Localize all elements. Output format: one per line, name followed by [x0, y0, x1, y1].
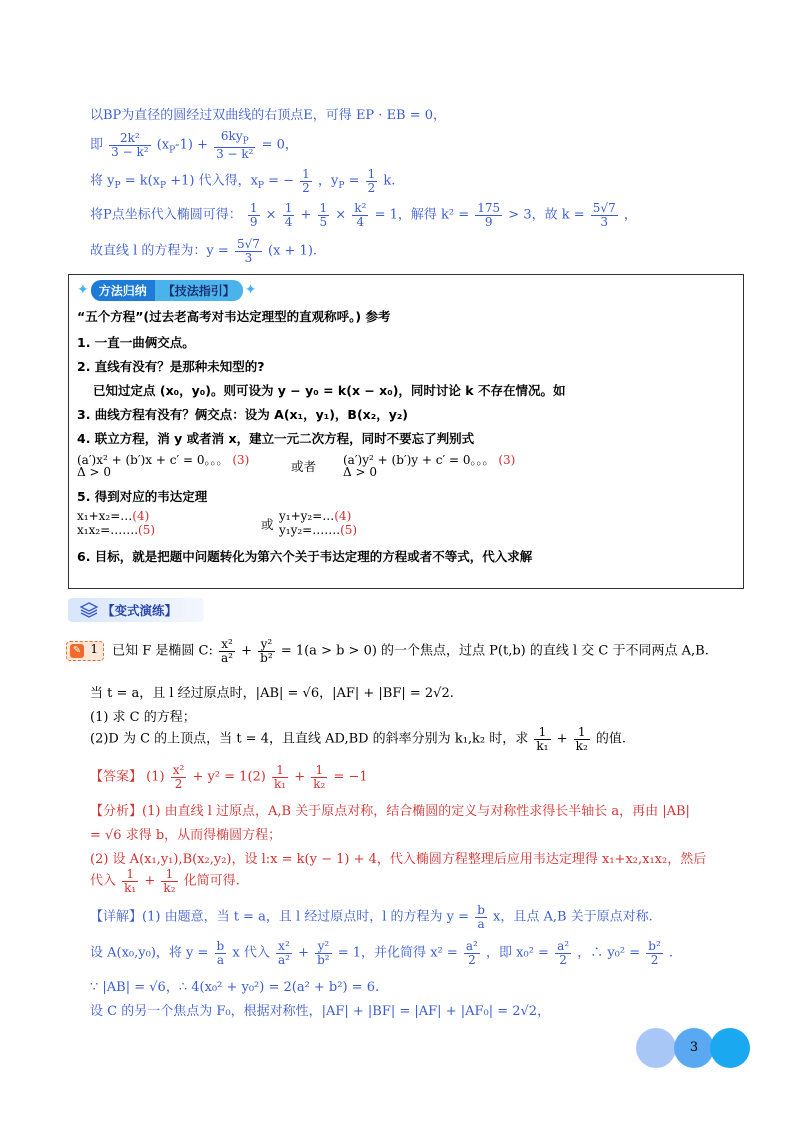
method-summary-box: [68, 274, 744, 589]
solution-line-5: [90, 238, 317, 264]
text: 设 A(x₀,y₀)，将 y =: [90, 945, 209, 961]
fraction: $\frac{1}{9}$: [249, 201, 258, 229]
text: (x + 1).: [268, 243, 318, 259]
problem-number: 1: [90, 642, 98, 657]
text: x₁x₂=…….: [77, 523, 139, 537]
vieta-x-sum: [77, 509, 149, 523]
detail-label: 【详解】: [90, 909, 143, 925]
problem-line-2: 当 t = a，且 l 经过原点时，|AB| = √6，|AF| + |BF| = 2√2.: [90, 686, 454, 701]
fraction: $\frac{\text{k²}}{4}$: [354, 201, 367, 229]
method-item-6: 6. 目标，就是把题中问题转化为第六个关于韦达定理的方程或者不等式，代入求解: [77, 549, 533, 564]
text: ，∴ y₀² =: [577, 945, 641, 961]
text: +1) 代入得，x: [170, 173, 258, 189]
vector-text: EP · EB = 0，: [355, 108, 447, 123]
solution-line-4: 将P点坐标代入椭圆可得： $\frac{1}{9}$ × $\frac{1}{4}$ + $\frac{1}{5}$ × $\frac{\text{k²}}{4}$ = 1，解得 k² = $\frac{175}{9}$ > 3，故 k = $\frac{5√7}{3}$ ，: [90, 201, 637, 229]
text: .: [668, 945, 674, 961]
text: y₁+y₂=…: [279, 509, 335, 523]
analysis-line-2: = √6 求得 b，从而得椭圆方程；: [90, 828, 282, 843]
method-badge: [75, 279, 271, 301]
fraction: $\frac{1}{5}$: [319, 201, 328, 229]
method-item-5: 5. 得到对应的韦达定理: [77, 489, 208, 504]
text: (x: [156, 137, 170, 153]
fraction: $\frac{1}{\text{k₁}}$: [124, 867, 137, 895]
fraction: $\frac{1}{\text{k₂}}$: [313, 763, 326, 791]
method-item-3: 3. 曲线方程有没有？俩交点：设为 A(x₁，y₁)，B(x₂，y₂): [77, 407, 409, 422]
solution-line-3: 将 $y_P = k(x_P +1)$ 代入得，$x_P$ = − $\frac{1}{2}$ ，$y_P$ = $\frac{1}{2}$ k.: [90, 167, 396, 195]
text: x₁+x₂=…: [77, 509, 133, 523]
problem-line-3: (1) 求 C 的方程；: [90, 710, 196, 725]
text: 化简可得.: [183, 873, 240, 889]
star-icon: ✦: [244, 282, 257, 298]
tag: (3): [232, 453, 250, 467]
page-circle-left: [636, 1028, 676, 1068]
text: 将P点坐标代入椭圆可得：: [90, 207, 242, 223]
fraction: $\frac{\text{2k²}}{\text{3 − k²}}$: [111, 131, 149, 159]
fraction: $\frac{\text{a²}}{2}$: [465, 939, 478, 967]
text: 即: [90, 137, 104, 153]
analysis-line-1: [90, 800, 690, 819]
fraction: $\frac{\text{x²}}{\text{a²}}$: [277, 939, 290, 967]
tag: (4): [334, 509, 352, 523]
fraction: $\frac{175}{9}$: [477, 201, 501, 229]
fraction: $\frac{\text{y²}}{\text{b²}}$: [317, 939, 330, 967]
text: x，且点 A,B 关于原点对称.: [493, 909, 653, 925]
fraction: $\frac{\text{b²}}{2}$: [648, 939, 661, 967]
solution-line-2: 即 $\frac{\text{2k²}}{\text{3 − k²}}$ $(x_P-1)$ + $\frac{6ky_P}{\text{3 − k²}}$ = 0，: [90, 129, 298, 161]
text: = 1，解得 k² =: [374, 207, 470, 223]
text: (1) 由题意，当 t = a，且 l 经过原点时，l 的方程为 y =: [142, 909, 470, 925]
page-number: 3: [689, 1040, 699, 1055]
fraction: $\frac{5√7}{3}$: [592, 201, 616, 229]
fraction: $\frac{1}{\text{k₂}}$: [575, 725, 588, 753]
fraction: $\frac{1}{2}$: [367, 167, 376, 195]
text: (1): [146, 769, 165, 785]
text: = −1: [333, 769, 368, 785]
detail-line-3: ∵ |AB| = √6，∴ 4(x₀² + y₀²) = 2(a² + b²) = 6.: [90, 980, 380, 995]
text: 故直线 l 的方程为：y =: [90, 243, 229, 259]
vieta-or: 或: [261, 517, 274, 532]
text: > 3，故 k =: [508, 207, 585, 223]
text: = 0，: [261, 137, 298, 153]
solution-line-1: [90, 104, 446, 123]
text: 以BP为直径的圆经过双曲线的右顶点E，可得: [90, 108, 352, 123]
delta-left: Δ > 0: [77, 465, 111, 479]
text: 已知 F 是椭圆 C:: [112, 643, 213, 659]
tag: (5): [138, 523, 156, 537]
detail-line-4: 设 C 的另一个焦点为 F₀，根据对称性，|AF| + |BF| = |AF| + |AF₀| = 2√2，: [90, 1004, 551, 1019]
method-title: “五个方程”(过去老高考对韦达定理型的直观称呼。) 参考: [77, 309, 391, 324]
text: (a′)y² + (b′)y + c′ = 0。。。: [343, 453, 495, 467]
fraction: $\frac{1}{\text{k₁}}$: [536, 725, 549, 753]
fraction: $\frac{1}{2}$: [302, 167, 310, 195]
text: (1) 由直线 l 过原点，A,B 关于原点对称，结合椭圆的定义与对称性求得长半轴长 a，再由 |AB|: [142, 804, 690, 819]
star-icon: ✦: [77, 282, 89, 298]
section-header: [68, 598, 204, 622]
method-item-1: 1. 一直一曲俩交点。: [77, 335, 195, 350]
page-circle-right: [710, 1028, 750, 1068]
layers-icon: [80, 602, 98, 618]
answer-label: 【答案】: [90, 769, 143, 785]
fraction: $\frac{b}{a}$: [216, 939, 225, 967]
detail-line-2: 设 A(x₀,y₀)，将 y = $\frac{b}{a}$ x 代入 $\frac{\text{x²}}{\text{a²}}$ + $\frac{\text{y²}}{\text{b²}}$ = 1，并化简得 x² = $\frac{\text{a²}}{2}$ ，即 x₀² = $\frac{\text{a²}}{2}$ ，∴ y₀² = $\frac{\text{b²}}{2}$ .: [90, 939, 674, 967]
fraction: $\frac{6ky_P}{\text{3 − k²}}$: [216, 129, 254, 161]
example-badge: [66, 641, 104, 661]
vieta-y-prod: [279, 523, 357, 537]
fraction: $\frac{1}{4}$: [284, 201, 293, 229]
text: = 1，并化简得 x² =: [337, 945, 458, 961]
text: y₁y₂=…….: [279, 523, 341, 537]
delta-right: Δ > 0: [343, 465, 377, 479]
text: x 代入: [232, 945, 270, 961]
text: + y² = 1(2): [192, 769, 266, 785]
vieta-y-sum: [279, 509, 351, 523]
detail-line-1: [90, 904, 653, 930]
fraction: $\frac{1}{\text{k₂}}$: [163, 867, 176, 895]
fraction: $\frac{\text{y²}}{\text{b²}}$: [260, 637, 273, 665]
vieta-x-prod: [77, 523, 155, 537]
fraction: $\frac{5√7}{3}$: [236, 237, 260, 265]
analysis-label: 【分析】: [90, 804, 143, 819]
method-item-2: 2. 直线有没有？是那种未知型的?: [77, 359, 265, 374]
text: = k(x: [124, 173, 160, 189]
method-item-2-detail: 已知过定点 (x₀，y₀)。则可设为 y − y₀ = k(x − x₀)，同时讨论 k 不存在情况。如: [93, 383, 566, 398]
badge-left: 方法归纳: [91, 280, 155, 301]
text: (a′)x² + (b′)x + c′ = 0。。。: [77, 453, 229, 467]
text: = −: [268, 173, 295, 189]
badge-right: 【技法指引】: [155, 280, 243, 301]
text: = 1(a > b > 0) 的一个焦点，过点 P(t,b) 的直线 l 交 C 于不同两点 A,B.: [280, 643, 709, 659]
fraction: $\frac{\text{x²}}{\text{a²}}$: [221, 637, 233, 665]
section-title: 【变式演练】: [102, 603, 178, 618]
analysis-line-4: 代入 $\frac{1}{\text{k₁}}$ + $\frac{1}{\text{k₂}}$ 化简可得.: [90, 867, 240, 895]
analysis-line-3: (2) 设 A(x₁,y₁),B(x₂,y₂)，设 l:x = k(y − 1) + 4，代入椭圆方程整理后应用韦达定理得 x₁+x₂,x₁x₂，然后: [90, 852, 707, 867]
text: ，即 x₀² =: [486, 945, 549, 961]
text: =: [348, 173, 360, 189]
fraction: $\frac{\text{a²}}{2}$: [557, 939, 570, 967]
fraction: $\frac{1}{\text{k₁}}$: [274, 763, 287, 791]
problem-line-4: (2)D 为 C 的上顶点，当 t = 4，且直线 AD,BD 的斜率分别为 k₁,k₂ 时，求 $\frac{1}{\text{k₁}}$ + $\frac{1}{\text{k₂}}$ 的值.: [90, 725, 627, 753]
tag: (3): [498, 453, 516, 467]
problem-line-1: ✎ 1 已知 F 是椭圆 C: $\frac{\text{x²}}{\text{a²}}$ + $\frac{\text{y²}}{\text{b²}}$ = 1(a > b > 0) 的一个焦点，过点 P(t,b) 的直线 l 交 C 于不同两点 A,B.: [66, 638, 709, 664]
text: (2)D 为 C 的上顶点，当 t = 4，且直线 AD,BD 的斜率分别为 k₁,k₂ 时，求: [90, 731, 529, 747]
or-text: 或者: [291, 459, 317, 474]
text: k.: [383, 173, 396, 189]
text: ，y: [317, 173, 339, 189]
text: ，: [623, 207, 637, 223]
fraction: $\frac{b}{a}$: [477, 903, 485, 931]
text: 的值.: [595, 731, 627, 747]
tag: (5): [340, 523, 358, 537]
tag: (4): [132, 509, 150, 523]
text: 将 y: [90, 173, 115, 189]
method-item-4: 4. 联立方程，消 y 或者消 x，建立一元二次方程，同时不要忘了判别式: [77, 431, 475, 446]
example-icon: ✎: [70, 644, 84, 658]
fraction: $\frac{\text{x²}}{2}$: [172, 763, 185, 791]
answer-line: 【答案】 (1) $\frac{\text{x²}}{2}$ + y² = 1(2) $\frac{1}{\text{k₁}}$ + $\frac{1}{\text{k₂}}$ = −1: [90, 763, 368, 791]
text: 代入: [90, 873, 117, 889]
